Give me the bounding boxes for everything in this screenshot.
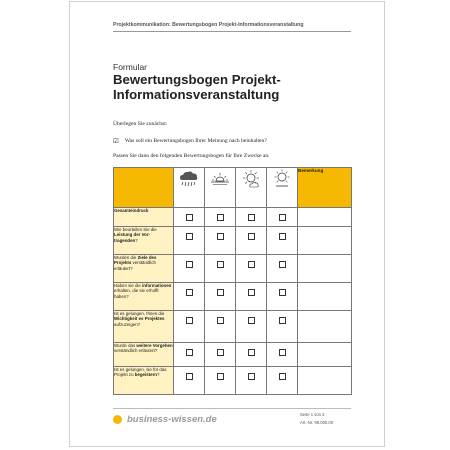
rating-checkbox[interactable] (248, 373, 255, 380)
page-title (113, 72, 363, 102)
rating-checkbox[interactable] (217, 317, 224, 324)
question-text: verständlich erläutert? (114, 348, 158, 354)
rating-cell (174, 343, 205, 367)
question-cell (114, 311, 174, 343)
article-number: Art.-Nr. 99.000.00 (300, 420, 334, 425)
question-cell (114, 227, 174, 255)
question-text: Wie beurteilen Sie die (114, 227, 157, 232)
rating-checkbox[interactable] (248, 349, 255, 356)
question-text: Wichtigkeit es Projektes (114, 316, 165, 322)
rating-cell (205, 208, 236, 227)
rating-checkbox[interactable] (279, 317, 286, 324)
question-text: ? (156, 372, 160, 378)
rating-cell (236, 227, 267, 255)
question-text: Wurden die (114, 255, 138, 260)
rating-checkbox[interactable] (217, 233, 224, 240)
check-item (113, 137, 267, 145)
rating-checkbox[interactable] (279, 373, 286, 380)
rating-checkbox[interactable] (279, 261, 286, 268)
rating-cell (267, 255, 298, 283)
rating-checkbox[interactable] (217, 373, 224, 380)
rating-checkbox[interactable] (186, 349, 193, 356)
sun-icon (267, 168, 298, 208)
table-row (114, 311, 352, 343)
rating-checkbox[interactable] (217, 214, 224, 221)
check-item-label: Was soll ein Bewertungsbogen Ihrer Meinung nach beinhalten? (124, 138, 267, 144)
remark-header: Bemerkung (298, 168, 352, 208)
rating-checkbox[interactable] (279, 349, 286, 356)
rating-checkbox[interactable] (279, 233, 286, 240)
rating-cell (267, 208, 298, 227)
page-header: Projektkommunikation: Bewertungsbogen Projekt-Informationsveranstaltung (113, 22, 304, 28)
question-text: erhalten, die sie erhofft haben? (114, 288, 159, 299)
remark-cell[interactable] (298, 283, 352, 311)
question-cell (114, 283, 174, 311)
rating-checkbox[interactable] (186, 233, 193, 240)
question-text: weitere Vorgehen (136, 343, 173, 348)
header-blank-cell (114, 168, 174, 208)
rating-cell (267, 367, 298, 395)
rating-cell (236, 311, 267, 343)
table-row (114, 283, 352, 311)
rating-cell (205, 343, 236, 367)
rating-checkbox[interactable] (186, 261, 193, 268)
table-row (114, 255, 352, 283)
rating-cell (174, 227, 205, 255)
footer-divider (113, 408, 351, 409)
rating-checkbox[interactable] (279, 214, 286, 221)
rating-checkbox[interactable] (186, 214, 193, 221)
rating-cell (236, 208, 267, 227)
page-number: Seite 1 von 2 (300, 412, 325, 417)
question-cell (114, 255, 174, 283)
checkbox-checked-icon: ☑ (113, 138, 119, 145)
rating-cell (267, 227, 298, 255)
table-row (114, 343, 352, 367)
rating-checkbox[interactable] (186, 289, 193, 296)
table-row (114, 227, 352, 255)
rating-checkbox[interactable] (248, 289, 255, 296)
rating-cell (174, 255, 205, 283)
header-divider (113, 31, 351, 32)
remark-cell[interactable] (298, 343, 352, 367)
question-text: Haben sie die (114, 283, 143, 288)
question-text: ? (135, 237, 138, 243)
rating-cell (174, 367, 205, 395)
rating-cell (205, 311, 236, 343)
remark-cell[interactable] (298, 367, 352, 395)
rating-checkbox[interactable] (248, 233, 255, 240)
rating-cell (205, 227, 236, 255)
question-text: Ist es gelungen, sie für das Projekt zu (114, 367, 167, 378)
rating-cell (236, 367, 267, 395)
rating-cell (236, 255, 267, 283)
rating-checkbox[interactable] (217, 349, 224, 356)
title-line-1: Bewertungsbogen Projekt- (113, 72, 281, 87)
question-text: begeistern (134, 372, 157, 378)
rating-checkbox[interactable] (248, 214, 255, 221)
rating-checkbox[interactable] (186, 317, 193, 324)
rating-cell (236, 283, 267, 311)
question-cell (114, 343, 174, 367)
logo-text: business-wissen.de (127, 414, 217, 425)
rain-cloud-icon (174, 168, 205, 208)
question-cell (114, 208, 174, 227)
rating-checkbox[interactable] (248, 317, 255, 324)
question-text: Ist es gelungen, Ihnen die (114, 311, 165, 316)
question-text: Gesamteindruck (114, 208, 149, 213)
remark-cell[interactable] (298, 208, 352, 227)
sun-cloud-icon (236, 168, 267, 208)
question-cell (114, 367, 174, 395)
rating-table (113, 167, 352, 395)
remark-cell[interactable] (298, 255, 352, 283)
rating-checkbox[interactable] (217, 289, 224, 296)
rating-cell (267, 343, 298, 367)
table-row (114, 367, 352, 395)
rating-checkbox[interactable] (217, 261, 224, 268)
rating-checkbox[interactable] (279, 289, 286, 296)
question-text: informationen (142, 283, 172, 288)
question-text: Leistung der Vor-tragenden (114, 232, 151, 243)
rating-cell (205, 283, 236, 311)
rating-checkbox[interactable] (248, 261, 255, 268)
rating-cell (174, 208, 205, 227)
remark-cell[interactable] (298, 311, 352, 343)
sunset-icon (205, 168, 236, 208)
title-line-2: Informationsveranstaltung (113, 87, 280, 102)
rating-cell (267, 283, 298, 311)
rating-checkbox[interactable] (186, 373, 193, 380)
logo-dot (113, 415, 122, 424)
table-header-row (114, 168, 352, 208)
remark-cell[interactable] (298, 227, 352, 255)
intro-text: Überlegen Sie zunächst: (113, 121, 168, 127)
question-text: Wurde das (114, 343, 137, 348)
question-text: Ziele des Projekts (114, 255, 157, 266)
table-row (114, 208, 352, 227)
form-label: Formular (113, 62, 148, 72)
instruction-text: Passen Sie dann den folgenden Bewertungsbogen für Ihre Zwecke an. (113, 153, 270, 159)
rating-cell (174, 283, 205, 311)
question-text: verständlich erläutert? (114, 260, 156, 271)
rating-cell (267, 311, 298, 343)
rating-cell (236, 343, 267, 367)
question-text: aufzuzeigen? (114, 321, 141, 327)
rating-cell (205, 255, 236, 283)
rating-cell (205, 367, 236, 395)
rating-cell (174, 311, 205, 343)
